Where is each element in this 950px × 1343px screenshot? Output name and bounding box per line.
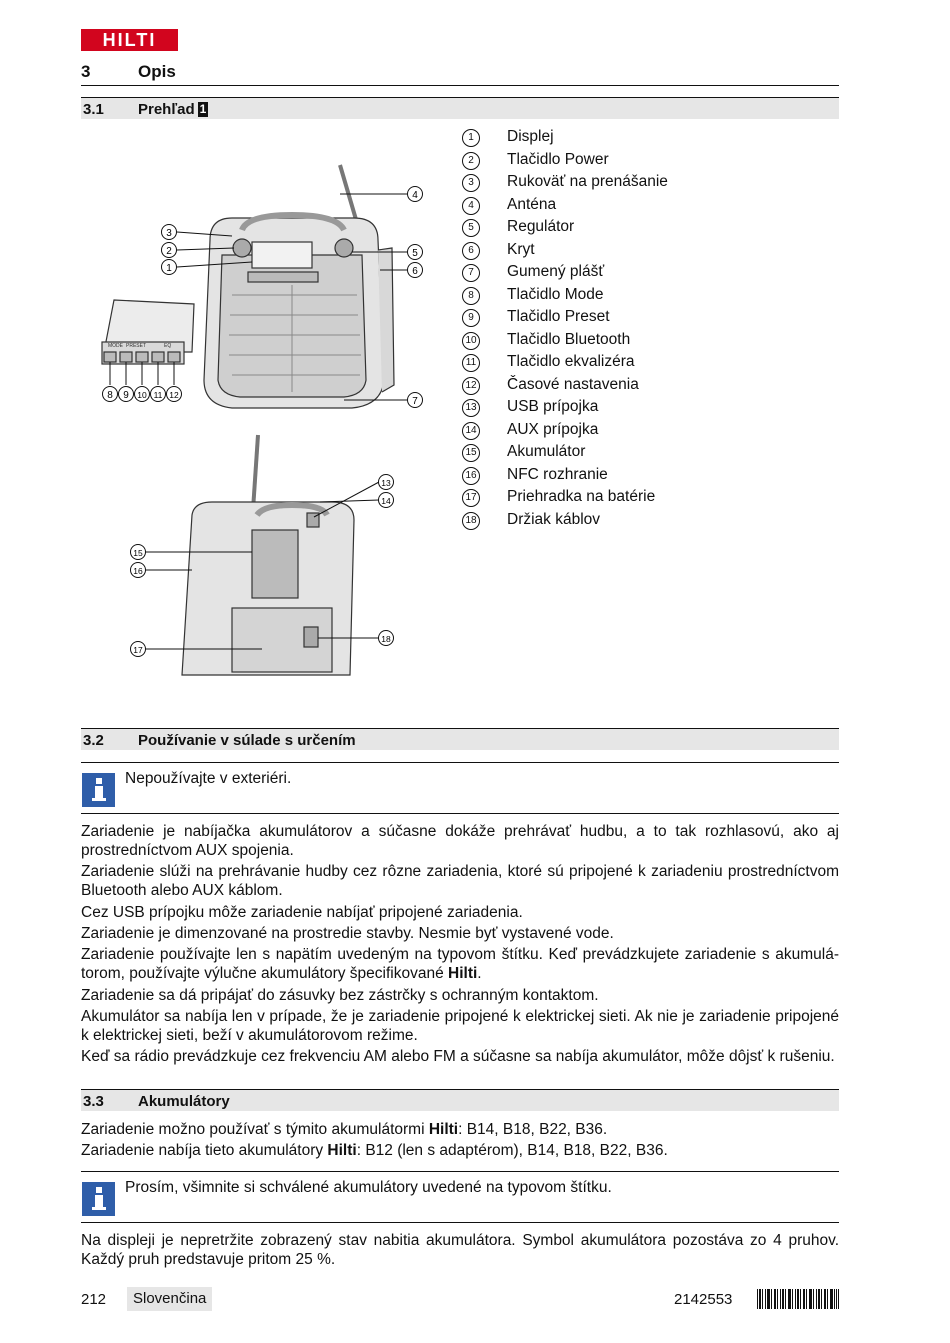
callout-7-text: 7 (412, 396, 418, 407)
legend-item (460, 397, 760, 419)
callout-17-text: 17 (133, 645, 143, 655)
panel-label-preset: PRESET (126, 343, 147, 349)
legend-number: 14 (462, 422, 480, 440)
legend-item (460, 217, 760, 239)
legend-number: 11 (462, 354, 480, 372)
section-heading-overview (81, 97, 839, 119)
legend-item (460, 352, 760, 374)
legend-label: Akumulátor (507, 443, 586, 460)
paragraph: Zariadenie slúži na prehrávanie hudby cez rôzne zariadenia, ktoré sú pripojené k zariadeniu prostredníctvom Bluetooth alebo AUX káblom. (81, 863, 839, 899)
legend-item (460, 510, 760, 532)
panel-label-eq: EQ (164, 343, 172, 349)
callout-3-text: 3 (166, 228, 172, 239)
legend-label: Displej (507, 128, 554, 145)
legend-item (460, 465, 760, 487)
legend-label: Priehradka na batérie (507, 488, 656, 505)
paragraph-text: Zariadenie nabíja tieto akumulátory (81, 1142, 328, 1159)
brand-name: Hilti (448, 965, 478, 982)
paragraph-text: Zariadenie používajte len s napätím uvedeným na typovom štítku. Keď prevádzkujete zariadenie s akumulá-torom, používajte výlučne akumulátory špecifikované (81, 946, 839, 982)
section-title: Používanie v súlade s určením (138, 732, 356, 749)
callout-7 (408, 393, 423, 408)
callout-17 (131, 642, 146, 657)
legend-number: 16 (462, 467, 480, 485)
legend-number: 8 (462, 287, 480, 305)
legend-number: 9 (462, 309, 480, 327)
paragraph: Keď sa rádio prevádzkuje cez frekvenciu AM alebo FM a súčasne sa nabíja akumulátor, môže dôjsť k rušeniu. (81, 1048, 835, 1065)
legend-label: Anténa (507, 195, 557, 213)
paragraph-text: . (477, 965, 482, 982)
paragraph-text: : B14, B18, B22, B36. (458, 1121, 608, 1138)
legend-item (460, 375, 760, 397)
legend-label: Gumený plášť (507, 263, 605, 280)
callout-4-text: 4 (412, 190, 418, 201)
language-label: Slovenčina (127, 1287, 212, 1311)
legend-item (460, 172, 760, 194)
radio-illustration (82, 130, 442, 710)
legend-label: NFC rozhranie (507, 465, 608, 483)
legend-item (460, 150, 760, 172)
legend-number: 5 (462, 219, 480, 237)
callout-12-text: 12 (169, 390, 179, 400)
legend-item (460, 285, 760, 307)
legend-item (460, 420, 760, 442)
chapter-heading (81, 60, 839, 86)
callout-14 (379, 493, 394, 508)
callout-1-text: 1 (166, 263, 172, 274)
callout-11-text: 11 (153, 390, 163, 400)
legend-label: Držiak káblov (507, 510, 601, 528)
legend-label: Kryt (507, 240, 535, 258)
info-note (81, 762, 839, 814)
legend-label: Tlačidlo ekvalizéra (507, 353, 635, 370)
chapter-title: Opis (138, 62, 176, 81)
callout-3 (162, 225, 177, 240)
callout-13 (379, 475, 394, 490)
legend-item (460, 240, 760, 262)
callout-15-text: 15 (133, 548, 143, 558)
legend-label: USB prípojka (507, 398, 599, 415)
legend-item (460, 442, 760, 464)
section-title (138, 101, 208, 118)
section-heading-intended-use (81, 728, 839, 750)
section-number: 3.3 (83, 1093, 104, 1110)
logo-text: HILTI (102, 30, 157, 50)
legend-number: 17 (462, 489, 480, 507)
callout-5 (408, 245, 423, 260)
legend-number: 15 (462, 444, 480, 462)
legend-item (460, 307, 760, 329)
panel-label-mode: MODE (108, 343, 123, 349)
paragraph: Akumulátor sa nabíja len v prípade, že je zariadenie pripojené k elektrickej sieti. Ak nie je zariadenie pripojené k elektrickej sieti, beží v akumulátorovom režime. (81, 1008, 839, 1044)
callout-13-text: 13 (381, 478, 391, 488)
section-number: 3.2 (83, 732, 104, 749)
legend-number: 10 (462, 332, 480, 350)
legend-label: Regulátor (507, 218, 575, 235)
callout-11 (151, 387, 166, 402)
section-title: Akumulátory (138, 1093, 230, 1110)
callout-16-text: 16 (133, 566, 143, 576)
callout-1 (162, 260, 177, 275)
legend-number: 1 (462, 129, 480, 147)
document-number: 2142553 (674, 1291, 733, 1308)
legend-label: Tlačidlo Preset (507, 308, 610, 325)
paragraph: Zariadenie je dimenzované na prostredie stavby. Nesmie byť vystavené vode. (81, 925, 614, 942)
legend-number: 2 (462, 152, 480, 170)
info-icon (82, 773, 115, 807)
legend-item (460, 262, 760, 284)
paragraph (81, 1120, 839, 1139)
figure-reference: 1 (199, 102, 207, 116)
callout-6-text: 6 (412, 266, 418, 277)
callout-14-text: 14 (381, 496, 391, 506)
page-footer (81, 1287, 839, 1313)
brand-name: Hilti (428, 1121, 459, 1138)
legend-number: 4 (462, 197, 480, 215)
legend-label: Tlačidlo Power (507, 150, 609, 168)
legend-item (460, 195, 760, 217)
legend-item (460, 127, 760, 149)
legend-label: Rukoväť na prenášanie (507, 173, 668, 190)
legend-number: 13 (462, 399, 480, 417)
barcode (757, 1289, 839, 1309)
brand-name: Hilti (327, 1142, 357, 1159)
callout-2 (162, 243, 177, 258)
callout-18 (379, 631, 394, 646)
legend-label: Tlačidlo Bluetooth (507, 330, 631, 348)
callout-10-text: 10 (137, 390, 147, 400)
callout-18-text: 18 (381, 634, 391, 644)
callout-9-text: 9 (123, 390, 129, 401)
callout-5-text: 5 (412, 248, 418, 259)
legend-number: 3 (462, 174, 480, 192)
legend-item (460, 487, 760, 509)
info-note (81, 1171, 839, 1223)
callout-15 (131, 545, 146, 560)
paragraph: Zariadenie sa dá pripájať do zásuvky bez zástrčky s ochranným kontaktom. (81, 987, 599, 1004)
paragraph (81, 945, 839, 983)
paragraph-text: Zariadenie možno používať s týmito akumulátormi (81, 1121, 429, 1138)
paragraph-text: : B12 (len s adaptérom), B14, B18, B22, B36. (356, 1142, 668, 1159)
callout-8 (103, 387, 118, 402)
note-text: Prosím, všimnite si schválené akumulátory uvedené na typovom štítku. (125, 1179, 612, 1196)
callout-9 (119, 387, 134, 402)
paragraph (81, 1141, 839, 1160)
legend-label: Časové nastavenia (507, 375, 639, 393)
legend-number: 7 (462, 264, 480, 282)
callout-2-text: 2 (166, 246, 172, 257)
paragraph: Cez USB prípojku môže zariadenie nabíjať pripojené zariadenia. (81, 904, 523, 921)
section-title-text: Prehľad (138, 101, 195, 118)
info-icon (82, 1182, 115, 1216)
callout-8-text: 8 (107, 390, 113, 401)
callout-10 (135, 387, 150, 402)
paragraph: Zariadenie je nabíjačka akumulátorov a súčasne dokáže prehrávať hudbu, a to tak rozhlasovú, ako aj prostredníctvom AUX spojenia. (81, 823, 839, 859)
callout-6 (408, 263, 423, 278)
callout-4 (408, 187, 423, 202)
legend-number: 6 (462, 242, 480, 260)
legend-number: 18 (462, 512, 480, 530)
callout-16 (131, 563, 146, 578)
chapter-number: 3 (81, 62, 91, 81)
page-number: 212 (81, 1291, 107, 1308)
legend-label: AUX prípojka (507, 420, 599, 438)
section-heading-batteries (81, 1089, 839, 1111)
legend-label: Tlačidlo Mode (507, 285, 604, 303)
legend-number: 12 (462, 377, 480, 395)
section-number: 3.1 (83, 101, 104, 118)
callout-12 (167, 387, 182, 402)
paragraph: Na displeji je nepretržite zobrazený stav nabitia akumulátora. Symbol akumulátora pozostáva zo 4 pruhov. Každý pruh predstavuje pritom 25 %. (81, 1232, 839, 1268)
hilti-logo (81, 29, 178, 51)
legend-item (460, 330, 760, 352)
note-text: Nepoužívajte v exteriéri. (125, 770, 292, 787)
